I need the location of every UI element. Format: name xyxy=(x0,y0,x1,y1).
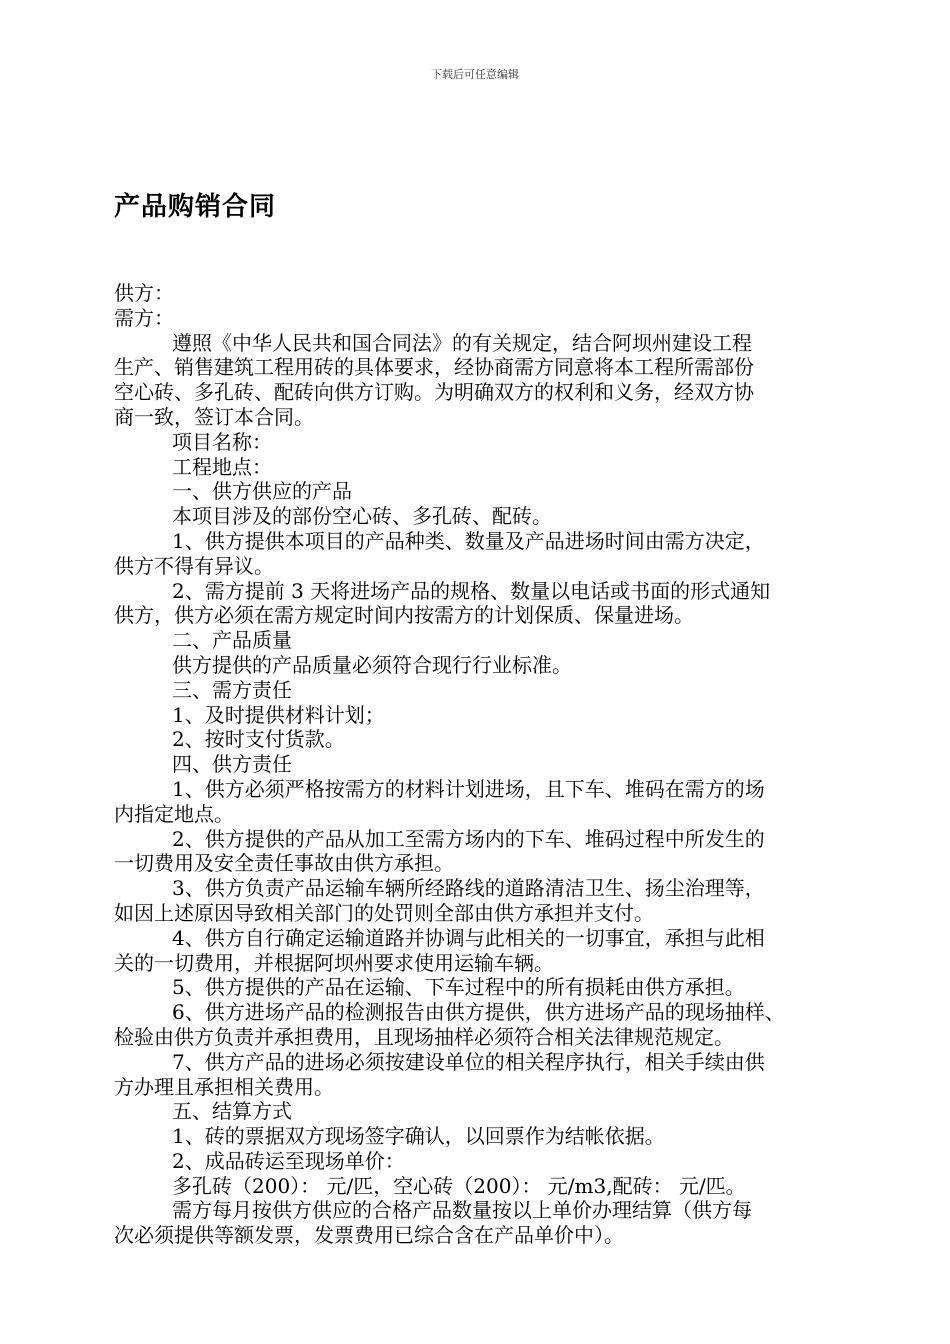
contract-line: 1、及时提供材料计划； xyxy=(172,702,385,727)
contract-line: 3、供方负责产品运输车辆所经路线的道路清洁卫生、扬尘治理等， xyxy=(172,876,765,901)
contract-line: 关的一切费用，并根据阿坝州要求使用运输车辆。 xyxy=(114,950,554,975)
contract-line: 需方： xyxy=(114,305,174,330)
contract-line: 1、供方提供本项目的产品种类、数量及产品进场时间由需方决定， xyxy=(172,528,765,553)
contract-line: 二、产品质量 xyxy=(172,628,292,653)
contract-line: 需方每月按供方供应的合格产品数量按以上单价办理结算（供方每 xyxy=(172,1198,752,1223)
contract-line: 多孔砖（200）： 元/匹，空心砖（200）： 元/m3,配砖： 元/匹。 xyxy=(172,1173,746,1198)
contract-line: 1、供方必须严格按需方的材料计划进场，且下车、堆码在需方的场 xyxy=(172,776,765,801)
contract-line: 4、供方自行确定运输道路并协调与此相关的一切事宜，承担与此相 xyxy=(172,925,765,950)
header-note: 下载后可任意编辑 xyxy=(431,68,519,81)
contract-line: 供方，供方必须在需方规定时间内按需方的计划保质、保量进场。 xyxy=(114,603,694,628)
contract-line: 2、需方提前 3 天将进场产品的规格、数量以电话或书面的形式通知 xyxy=(172,578,771,603)
contract-line: 5、供方提供的产品在运输、下车过程中的所有损耗由供方承担。 xyxy=(172,975,745,1000)
contract-body xyxy=(114,281,844,1248)
contract-line: 方办理且承担相关费用。 xyxy=(114,1074,334,1099)
contract-line: 一切费用及安全责任事故由供方承担。 xyxy=(114,851,454,876)
contract-line: 五、结算方式 xyxy=(172,1099,292,1124)
contract-line: 内指定地点。 xyxy=(114,801,234,826)
contract-line: 如因上述原因导致相关部门的处罚则全部由供方承担并支付。 xyxy=(114,900,654,925)
contract-line: 6、供方进场产品的检测报告由供方提供，供方进场产品的现场抽样、 xyxy=(172,1000,785,1025)
contract-line: 三、需方责任 xyxy=(172,677,292,702)
contract-line: 供方不得有异议。 xyxy=(114,553,274,578)
contract-line: 本项目涉及的部份空心砖、多孔砖、配砖。 xyxy=(172,504,552,529)
contract-line: 供方： xyxy=(114,281,174,305)
document-title: 产品购销合同 xyxy=(114,192,277,222)
contract-line: 生产、销售建筑工程用砖的具体要求，经协商需方同意将本工程所需部份 xyxy=(114,355,754,380)
contract-line: 7、供方产品的进场必须按建设单位的相关程序执行，相关手续由供 xyxy=(172,1049,765,1074)
contract-line: 空心砖、多孔砖、配砖向供方订购。为明确双方的权利和义务，经双方协 xyxy=(114,380,754,405)
contract-line: 商一致，签订本合同。 xyxy=(114,404,314,429)
contract-line: 供方提供的产品质量必须符合现行行业标准。 xyxy=(172,652,572,677)
contract-line: 四、供方责任 xyxy=(172,752,292,777)
contract-line: 2、成品砖运至现场单价： xyxy=(172,1148,405,1173)
contract-line: 遵照《中华人民共和国合同法》的有关规定，结合阿坝州建设工程 xyxy=(172,330,752,355)
contract-line: 次必须提供等额发票，发票费用已综合含在产品单价中）。 xyxy=(114,1223,624,1248)
contract-line: 工程地点： xyxy=(172,454,272,479)
contract-line: 一、供方供应的产品 xyxy=(172,479,352,504)
contract-line: 项目名称： xyxy=(172,429,272,454)
contract-line: 2、按时支付货款。 xyxy=(172,727,345,752)
contract-line: 1、砖的票据双方现场签字确认，以回票作为结帐依据。 xyxy=(172,1124,665,1149)
contract-line: 2、供方提供的产品从加工至需方场内的下车、堆码过程中所发生的 xyxy=(172,826,765,851)
contract-line: 检验由供方负责并承担费用，且现场抽样必须符合相关法律规范规定。 xyxy=(114,1024,734,1049)
